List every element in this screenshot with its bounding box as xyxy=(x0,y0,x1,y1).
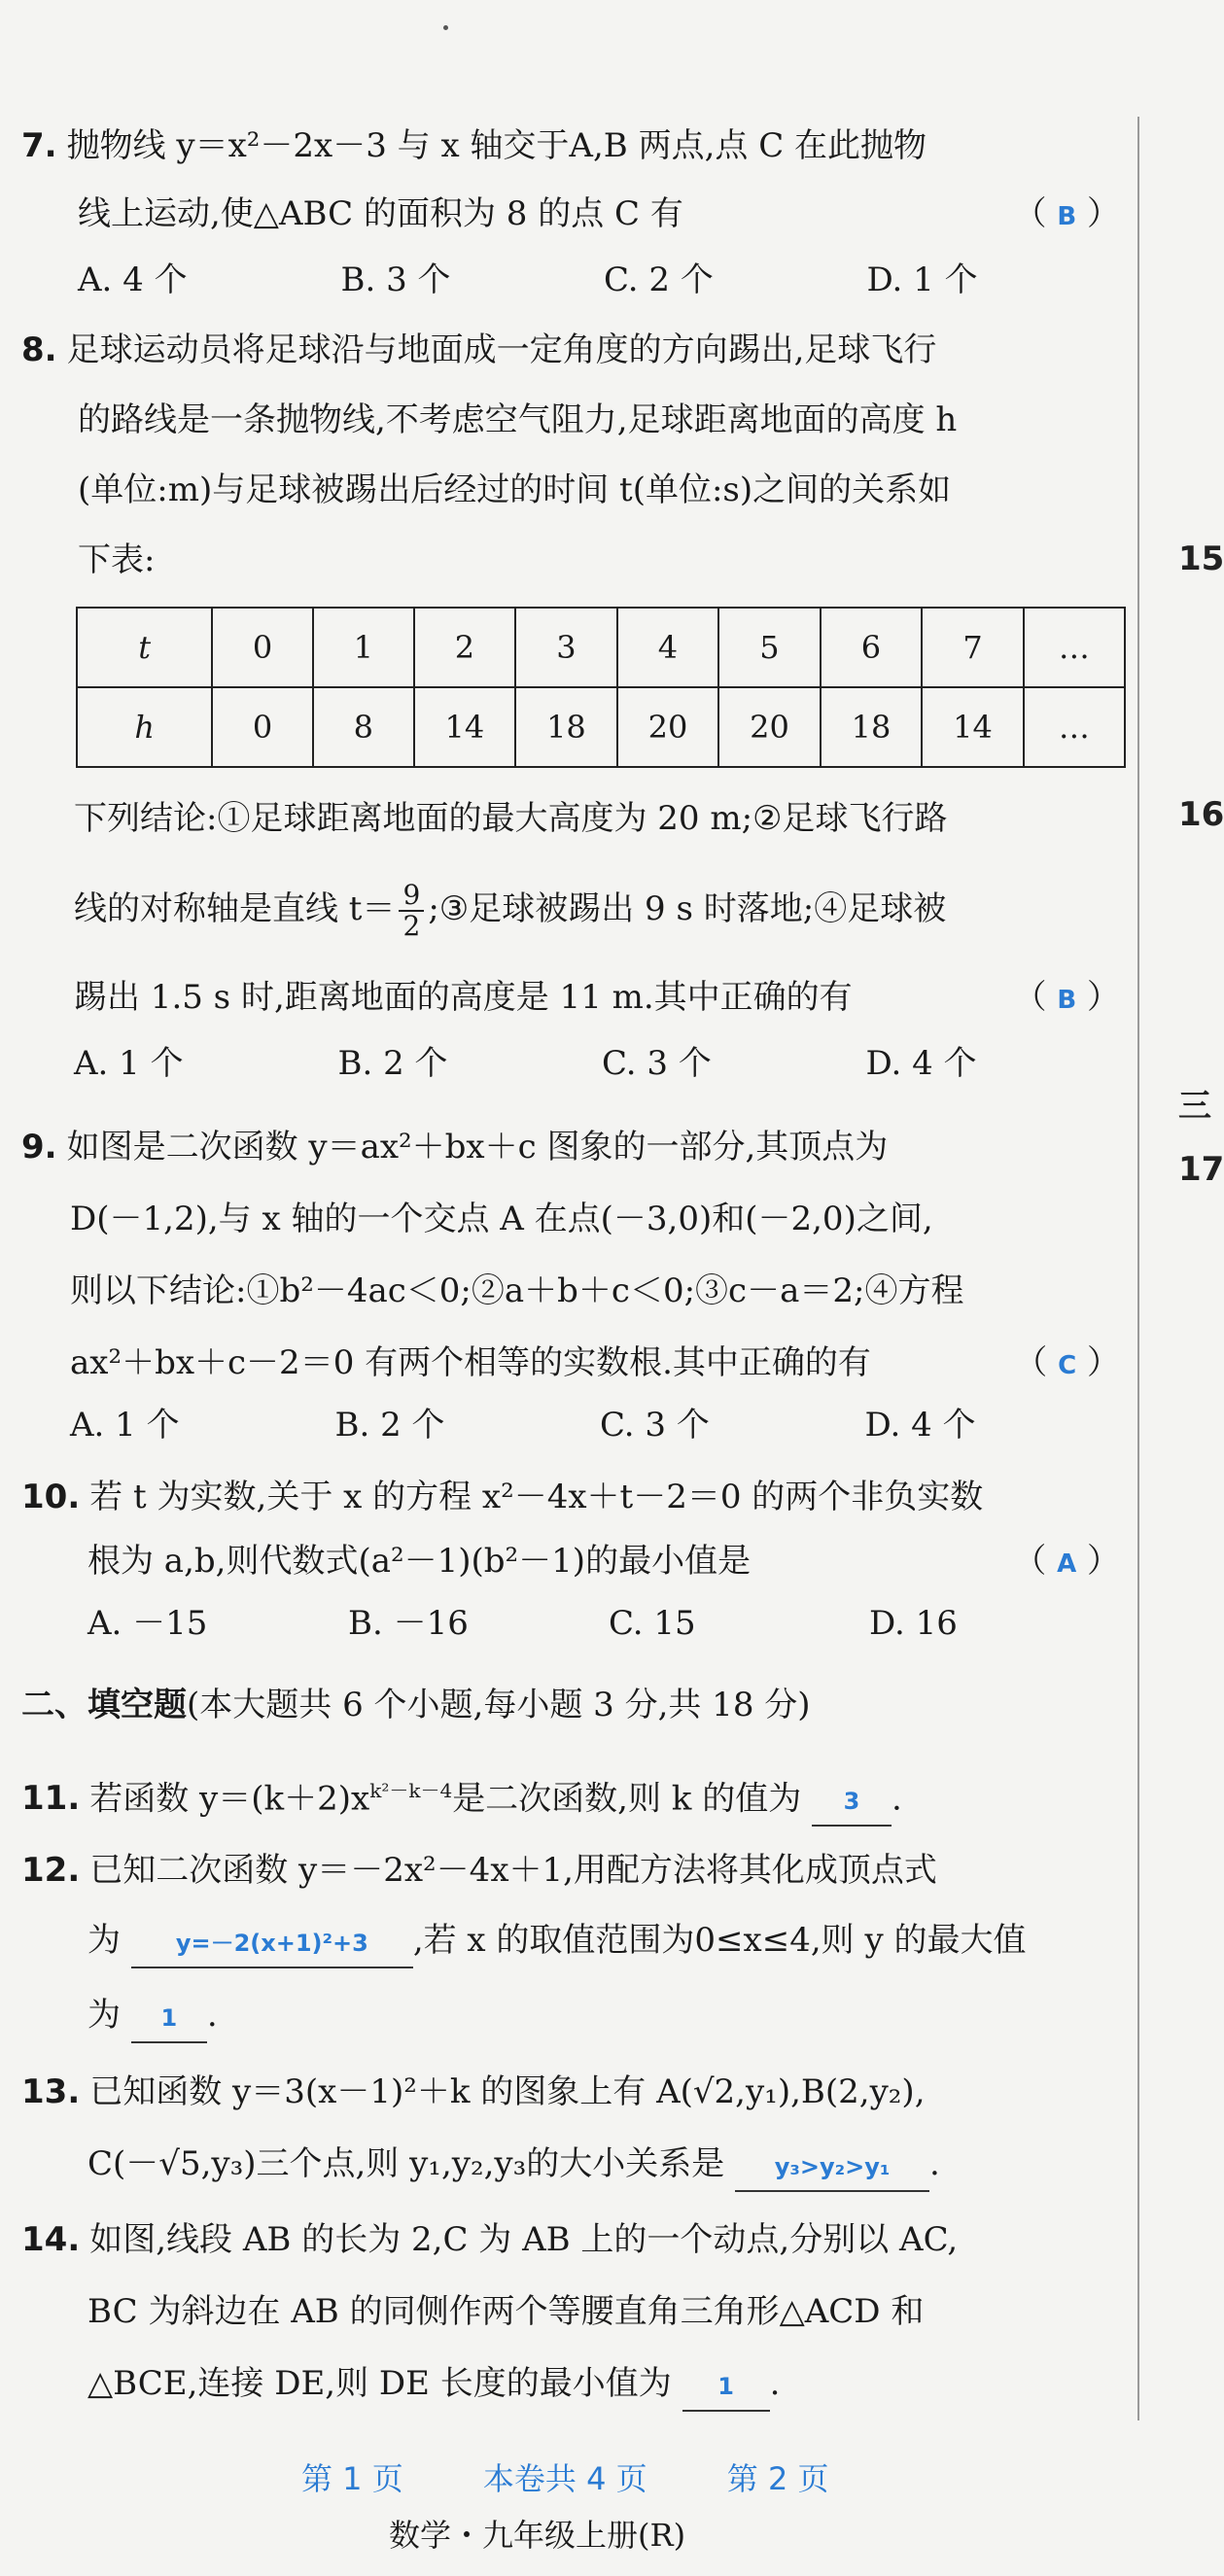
question-text: ax²＋bx＋c－2＝0 有两个相等的实数根.其中正确的有 xyxy=(70,1343,871,1382)
page-left: 第 1 页 xyxy=(301,2460,403,2497)
question-text: 的路线是一条抛物线,不考虑空气阻力,足球距离地面的高度 h xyxy=(78,400,958,439)
question-8-continued xyxy=(21,795,1130,1087)
answer-mark: C xyxy=(1058,1351,1077,1380)
answer-blank xyxy=(682,2360,770,2412)
adjacent-page-fragment: 16 xyxy=(1178,795,1224,834)
option-c: C. 15 xyxy=(609,1604,696,1643)
question-number: 8. xyxy=(21,331,57,369)
options-row xyxy=(21,1402,1130,1448)
table-cell: 4 xyxy=(617,608,719,687)
section-title: 二、填空题 xyxy=(21,1686,187,1724)
question-text: 为 xyxy=(87,1996,121,2035)
question-text: 下列结论:①足球距离地面的最大高度为 20 m;②足球飞行路 xyxy=(74,799,948,838)
question-12 xyxy=(21,1847,1130,2043)
question-8 xyxy=(21,327,1130,583)
question-text: 若 t 为实数,关于 x 的方程 x²－4x＋t－2＝0 的两个非负实数 xyxy=(89,1478,984,1516)
question-text: 为 xyxy=(87,1921,121,1960)
question-number: 14. xyxy=(21,2220,81,2259)
question-text: 线上运动,使△ABC 的面积为 8 的点 C 有 xyxy=(78,194,683,233)
table-cell: 20 xyxy=(617,687,719,767)
option-b: B. 3 个 xyxy=(340,261,451,299)
options-row xyxy=(21,1040,1130,1087)
option-a: A. －15 xyxy=(87,1604,208,1643)
answer-mark: 1 xyxy=(160,2004,178,2032)
table-cell: 14 xyxy=(922,687,1024,767)
top-dot xyxy=(443,25,448,30)
answer-mark: B xyxy=(1057,202,1077,231)
answer-mark: 3 xyxy=(843,1788,860,1816)
question-text: 若函数 y＝(k＋2)x xyxy=(89,1779,370,1819)
question-7 xyxy=(21,122,1130,303)
option-d: D. 16 xyxy=(869,1604,958,1643)
book-title: 数学・九年级上册(R) xyxy=(389,2517,686,2554)
answer-mark: y=－2(x+1)²+3 xyxy=(175,1930,368,1957)
table-cell: 7 xyxy=(922,608,1024,687)
period: . xyxy=(206,1996,218,2035)
table-cell: 1 xyxy=(313,608,414,687)
page-total: 本卷共 4 页 xyxy=(482,2460,647,2497)
question-text: 如图是二次函数 y＝ax²＋bx＋c 图象的一部分,其顶点为 xyxy=(66,1128,889,1166)
section-note: (本大题共 6 个小题,每小题 3 分,共 18 分) xyxy=(187,1686,811,1724)
question-text: ;③足球被踢出 9 s 时落地;④足球被 xyxy=(428,889,947,928)
question-number: 7. xyxy=(21,126,57,165)
question-number: 10. xyxy=(21,1478,81,1516)
fraction-denominator: 2 xyxy=(402,910,421,942)
adjacent-page-fragment: 17 xyxy=(1178,1150,1224,1189)
question-text: ,若 x 的取值范围为0≤x≤4,则 y 的最大值 xyxy=(412,1921,1027,1960)
page-indicator xyxy=(301,2454,899,2499)
question-10 xyxy=(21,1474,1130,1647)
question-number: 9. xyxy=(21,1128,57,1166)
option-b: B. 2 个 xyxy=(334,1406,445,1445)
question-text: (单位:m)与足球被踢出后经过的时间 t(单位:s)之间的关系如 xyxy=(78,470,952,509)
table-cell: … xyxy=(1024,687,1125,767)
period: . xyxy=(892,1779,902,1819)
question-text: 则以下结论:①b²－4ac＜0;②a＋b＋c＜0;③c－a＝2;④方程 xyxy=(70,1271,964,1310)
table-cell: 3 xyxy=(515,608,617,687)
option-b: B. －16 xyxy=(348,1604,469,1643)
option-d: D. 4 个 xyxy=(864,1406,976,1445)
option-c: C. 2 个 xyxy=(604,261,714,299)
table-cell: h xyxy=(77,687,212,767)
table-cell: 8 xyxy=(313,687,414,767)
answer-mark: B xyxy=(1057,986,1077,1015)
table-cell: t xyxy=(77,608,212,687)
question-text: 足球运动员将足球沿与地面成一定角度的方向踢出,足球飞行 xyxy=(66,331,937,369)
question-number: 12. xyxy=(21,1851,81,1890)
table-cell: 2 xyxy=(414,608,516,687)
period: . xyxy=(929,2144,940,2183)
table-cell: 5 xyxy=(718,608,821,687)
option-b: B. 2 个 xyxy=(337,1044,448,1083)
answer-mark: A xyxy=(1057,1549,1077,1579)
table-row xyxy=(77,687,1125,767)
answer-blank xyxy=(131,1992,207,2043)
answer-blank xyxy=(735,2141,929,2192)
answer-paren: （ B ） xyxy=(1013,194,1120,233)
page-right: 第 2 页 xyxy=(726,2460,829,2497)
question-text: 如图,线段 AB 的长为 2,C 为 AB 上的一个动点,分别以 AC, xyxy=(89,2220,959,2259)
answer-paren: （ B ） xyxy=(1013,978,1120,1017)
table-cell: 6 xyxy=(821,608,923,687)
table-cell: 0 xyxy=(212,687,313,767)
question-text: 是二次函数,则 k 的值为 xyxy=(452,1779,802,1819)
question-text: C(－√5,y₃)三个点,则 y₁,y₂,y₃的大小关系是 xyxy=(87,2144,725,2183)
answer-blank xyxy=(131,1917,413,1968)
period: . xyxy=(769,2364,781,2403)
question-14 xyxy=(21,2216,1130,2412)
table-cell: 20 xyxy=(718,687,821,767)
data-table xyxy=(76,607,1126,768)
table-cell: … xyxy=(1024,608,1125,687)
question-number: 13. xyxy=(21,2072,81,2111)
question-text: 线的对称轴是直线 t＝ xyxy=(74,889,396,928)
option-d: D. 4 个 xyxy=(865,1044,977,1083)
question-text: 下表: xyxy=(78,540,156,579)
table-cell: 14 xyxy=(414,687,516,767)
adjacent-page-fragment: 三 xyxy=(1178,1087,1211,1126)
fraction xyxy=(399,881,424,941)
adjacent-page-fragment: 15 xyxy=(1178,540,1224,578)
question-text: 已知函数 y＝3(x－1)²＋k 的图象上有 A(√2,y₁),B(2,y₂), xyxy=(89,2072,926,2111)
options-row xyxy=(21,257,1130,303)
option-d: D. 1 个 xyxy=(866,261,978,299)
answer-mark: 1 xyxy=(717,2373,734,2400)
page-fold-line xyxy=(1137,117,1139,2420)
table-cell: 18 xyxy=(821,687,923,767)
table-cell: 0 xyxy=(212,608,313,687)
answer-paren: （ A ） xyxy=(1013,1542,1120,1581)
question-text: 踢出 1.5 s 时,距离地面的高度是 11 m.其中正确的有 xyxy=(74,978,853,1017)
answer-paren: （ C ） xyxy=(1014,1343,1120,1382)
answer-mark: y₃>y₂>y₁ xyxy=(774,2153,891,2180)
question-text: 抛物线 y＝x²－2x－3 与 x 轴交于A,B 两点,点 C 在此抛物 xyxy=(66,126,927,165)
option-a: A. 1 个 xyxy=(74,1044,184,1083)
option-a: A. 4 个 xyxy=(78,261,188,299)
question-text: 已知二次函数 y＝－2x²－4x＋1,用配方法将其化成顶点式 xyxy=(89,1851,937,1890)
section-heading xyxy=(21,1682,811,1728)
question-text: △BCE,连接 DE,则 DE 长度的最小值为 xyxy=(87,2364,672,2403)
fraction-numerator: 9 xyxy=(399,881,424,912)
exponent: k²－k－4 xyxy=(369,1779,453,1802)
option-a: A. 1 个 xyxy=(70,1406,180,1445)
question-number: 11. xyxy=(21,1779,81,1819)
question-9 xyxy=(21,1124,1130,1448)
options-row xyxy=(21,1600,1130,1647)
question-11 xyxy=(21,1767,1130,1827)
question-text: BC 为斜边在 AB 的同侧作两个等腰直角三角形△ACD 和 xyxy=(87,2292,925,2331)
question-13 xyxy=(21,2069,1130,2192)
answer-blank xyxy=(812,1775,892,1827)
question-text: 根为 a,b,则代数式(a²－1)(b²－1)的最小值是 xyxy=(87,1542,752,1581)
option-c: C. 3 个 xyxy=(602,1044,712,1083)
option-c: C. 3 个 xyxy=(600,1406,710,1445)
question-text: D(－1,2),与 x 轴的一个交点 A 在点(－3,0)和(－2,0)之间, xyxy=(70,1200,933,1238)
table-cell: 18 xyxy=(515,687,617,767)
table-row xyxy=(77,608,1125,687)
